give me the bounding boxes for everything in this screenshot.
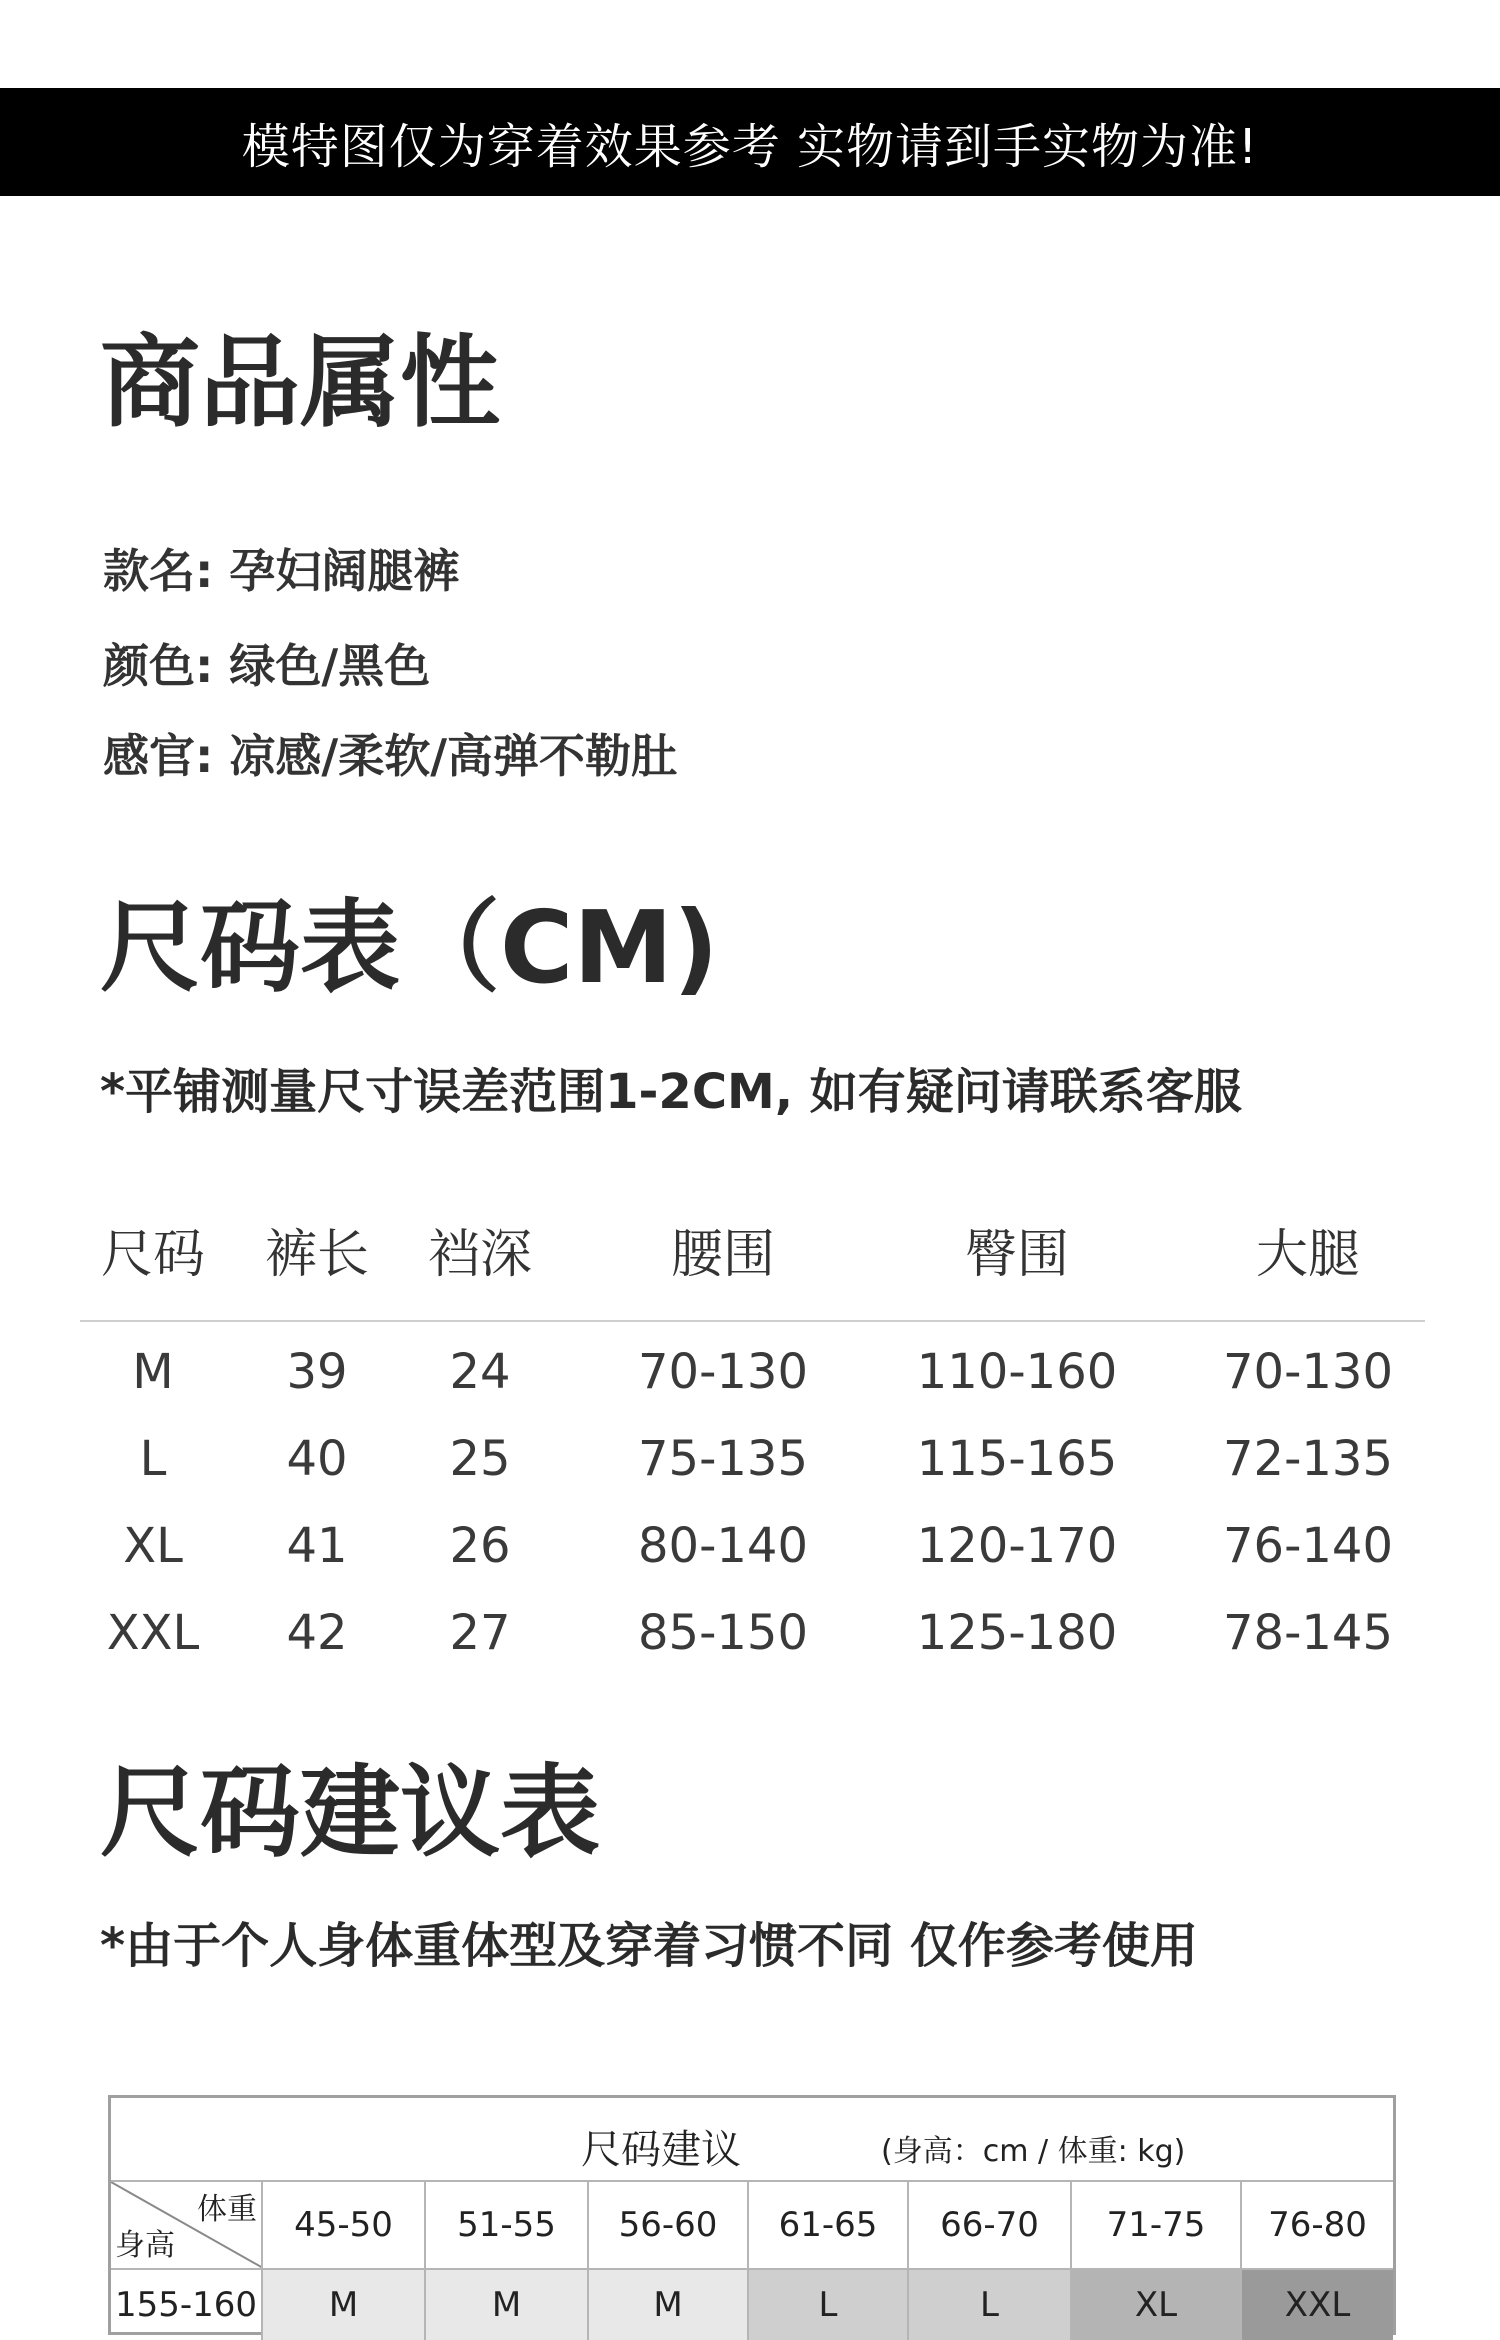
recommendation-title: 尺码建议表 [100,1754,600,1871]
weight-cell: 45-50 [263,2182,426,2268]
header-size: 尺码 [100,1225,206,1285]
cell-rise: 26 [449,1517,511,1574]
cell-waist: 85-150 [637,1604,809,1661]
recommendation-note: *由于个人身体重体型及穿着习惯不同 仅作参考使用 [100,1918,1198,1974]
corner-weight-label: 体重 [197,2192,257,2227]
height-cell: 155-160 [111,2270,263,2340]
cell-length: 42 [286,1604,348,1661]
disclaimer-banner [0,88,1500,196]
weight-cell: 51-55 [426,2182,589,2268]
size-cell: M [263,2270,426,2340]
weight-cell: 76-80 [1268,2205,1367,2245]
cell-waist: 70-130 [637,1343,809,1400]
table-row [80,1415,1425,1502]
attributes-title: 商品属性 [100,324,500,441]
cell-thigh: 72-135 [1222,1430,1394,1487]
table-row [80,1502,1425,1589]
recommendation-units: (身高：cm / 体重: kg) [881,2134,1186,2169]
cell-rise: 25 [449,1430,511,1487]
cell-length: 41 [286,1517,348,1574]
attribute-feel: 感官: 凉感/柔软/高弹不勒肚 [103,729,678,783]
cell-length: 40 [286,1430,348,1487]
cell-waist: 80-140 [637,1517,809,1574]
size-cell: L [909,2270,1072,2340]
header-length: 裤长 [264,1225,370,1285]
cell-rise: 24 [449,1343,511,1400]
cell-length: 39 [286,1343,348,1400]
cell-hip: 125-180 [916,1604,1118,1661]
size-cell: M [426,2270,589,2340]
size-cell: L [749,2270,909,2340]
size-cell: XXL [1242,2270,1393,2340]
size-chart-note: *平铺测量尺寸误差范围1-2CM, 如有疑问请联系客服 [100,1064,1242,1120]
header-waist: 腰围 [670,1225,776,1285]
cell-hip: 120-170 [916,1517,1118,1574]
corner-cell [111,2182,263,2268]
cell-thigh: 70-130 [1222,1343,1394,1400]
header-hip: 臀围 [964,1225,1070,1285]
cell-thigh: 76-140 [1222,1517,1394,1574]
table-row [80,1328,1425,1415]
header-rise: 裆深 [427,1225,533,1285]
size-table-header [80,1190,1425,1322]
cell-hip: 110-160 [916,1343,1118,1400]
weight-cell: 71-75 [1072,2182,1242,2268]
cell-size: L [139,1430,167,1487]
header-thigh: 大腿 [1255,1225,1361,1285]
cell-size: M [132,1343,174,1400]
attribute-name: 款名: 孕妇阔腿裤 [103,544,460,598]
corner-height-label: 身高 [115,2228,175,2263]
size-table [80,1190,1425,1676]
weight-cell: 61-65 [749,2182,909,2268]
cell-size: XL [123,1517,183,1574]
attribute-color: 颜色: 绿色/黑色 [103,639,431,693]
size-cell: XL [1072,2270,1242,2340]
weight-header-row [111,2182,1393,2270]
size-chart-title: 尺码表（CM) [100,889,719,1006]
recommendation-table-title: 尺码建议 [581,2127,741,2173]
cell-hip: 115-165 [916,1430,1118,1487]
cell-thigh: 78-145 [1222,1604,1394,1661]
banner-text: 模特图仅为穿着效果参考 实物请到手实物为准! [241,118,1259,175]
weight-cell: 56-60 [589,2182,749,2268]
weight-cell: 66-70 [909,2182,1072,2268]
cell-waist: 75-135 [637,1430,809,1487]
table-row [111,2270,1393,2340]
cell-size: XXL [106,1604,200,1661]
recommendation-table [108,2095,1396,2335]
cell-rise: 27 [449,1604,511,1661]
recommendation-table-header [111,2098,1393,2182]
table-row [80,1589,1425,1676]
size-cell: M [589,2270,749,2340]
